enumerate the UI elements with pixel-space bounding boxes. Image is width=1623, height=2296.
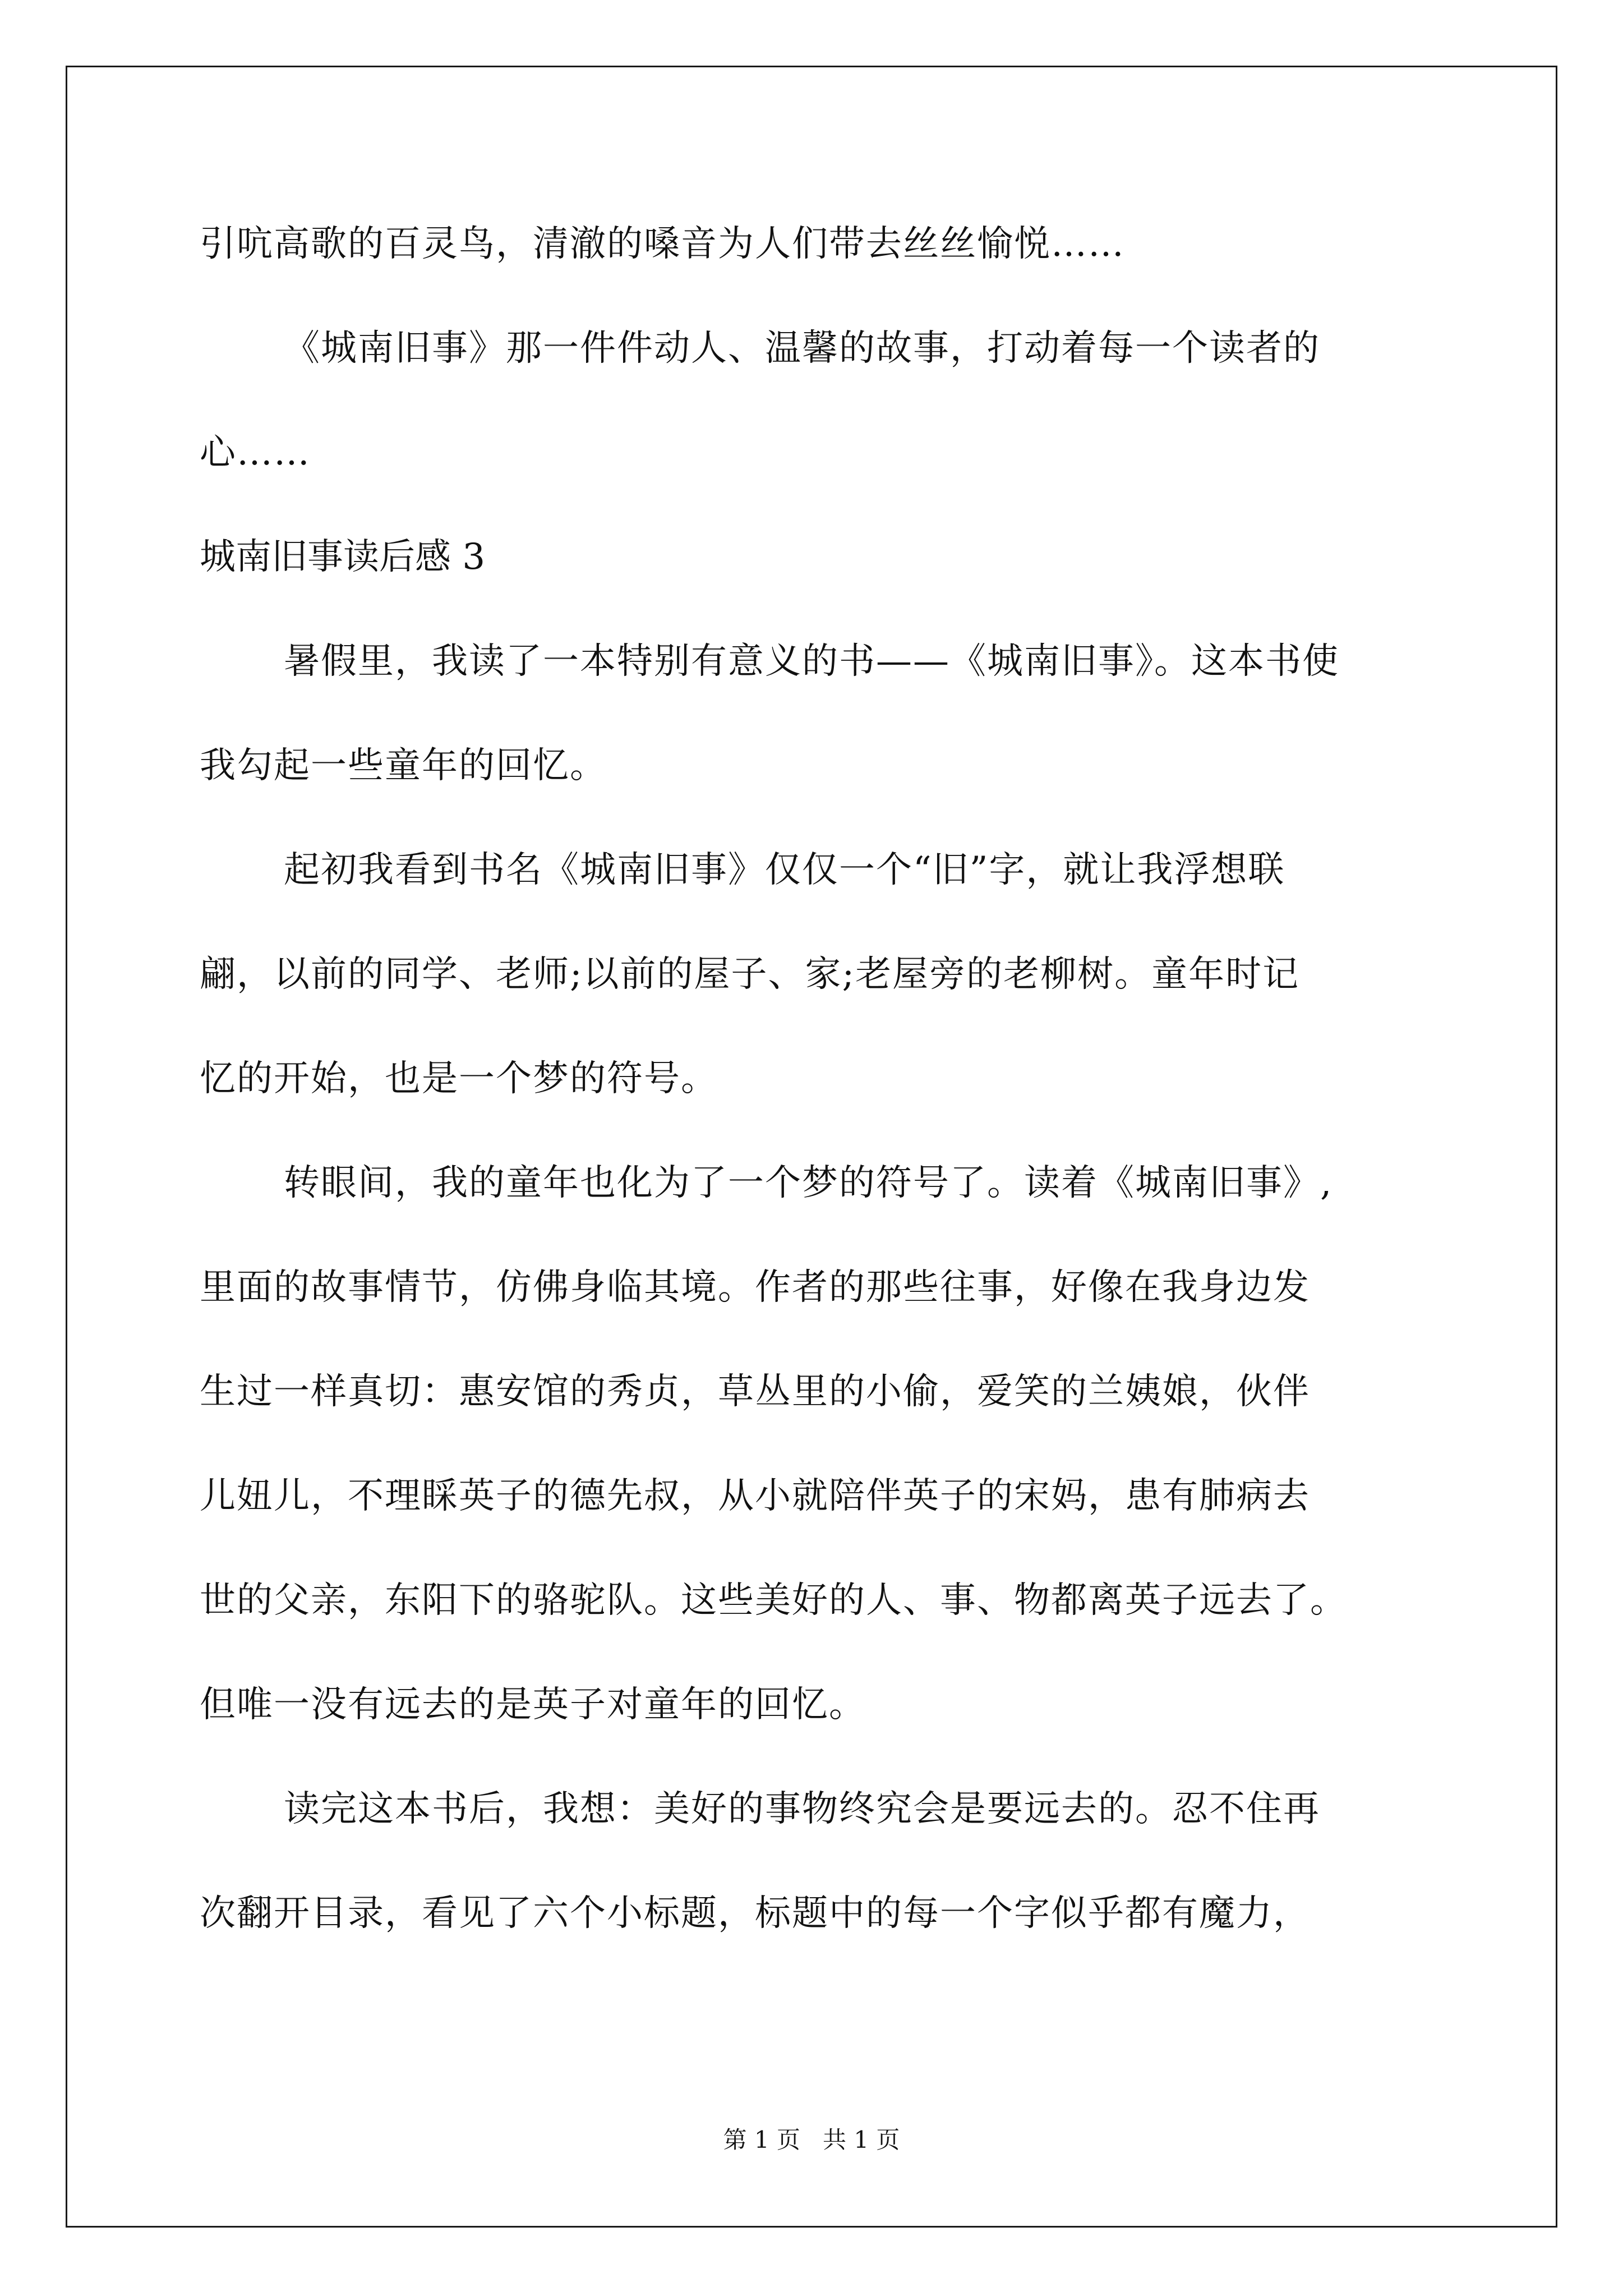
text-line: 里面的故事情节，仿佛身临其境。作者的那些往事，好像在我身边发: [200, 1267, 1310, 1308]
text-line: 生过一样真切：惠安馆的秀贞，草丛里的小偷，爱笑的兰姨娘，伙伴: [200, 1371, 1310, 1412]
text-line: 忆的开始，也是一个梦的符号。: [200, 1058, 718, 1099]
text-line: 次翻开目录，看见了六个小标题，标题中的每一个字似乎都有魔力，: [200, 1893, 1310, 1934]
text-line: 我勾起一些童年的回忆。: [200, 745, 607, 786]
text-line: 但唯一没有远去的是英子对童年的回忆。: [200, 1684, 866, 1726]
paragraph-line: 暑假里，我读了一本特别有意义的书——《城南旧事》。这本书使: [284, 641, 1339, 682]
paragraph-line: 《城南旧事》那一件件动人、温馨的故事，打动着每一个读者的: [284, 328, 1320, 369]
text-line: 引吭高歌的百灵鸟，清澈的嗓音为人们带去丝丝愉悦……: [200, 223, 1125, 265]
paragraph-line: 转眼间，我的童年也化为了一个梦的符号了。读着《城南旧事》,: [284, 1162, 1333, 1204]
section-heading: 城南旧事读后感 3: [200, 536, 486, 578]
page-number: 第 1 页: [723, 2126, 800, 2154]
text-line: 世的父亲，东阳下的骆驼队。这些美好的人、事、物都离英子远去了。: [200, 1580, 1347, 1621]
page-total: 共 1 页: [823, 2126, 900, 2154]
text-line: 心……: [200, 432, 311, 473]
paragraph-line: 读完这本书后，我想：美好的事物终究会是要远去的。忍不住再: [284, 1788, 1320, 1830]
text-line: 翩，以前的同学、老师;以前的屋子、家;老屋旁的老柳树。童年时记: [200, 954, 1300, 995]
page-footer: [0, 2126, 1623, 2154]
paragraph-line: 起初我看到书名《城南旧事》仅仅一个“旧”字，就让我浮想联: [284, 849, 1285, 891]
text-line: 儿妞儿，不理睬英子的德先叔，从小就陪伴英子的宋妈，患有肺病去: [200, 1475, 1310, 1517]
